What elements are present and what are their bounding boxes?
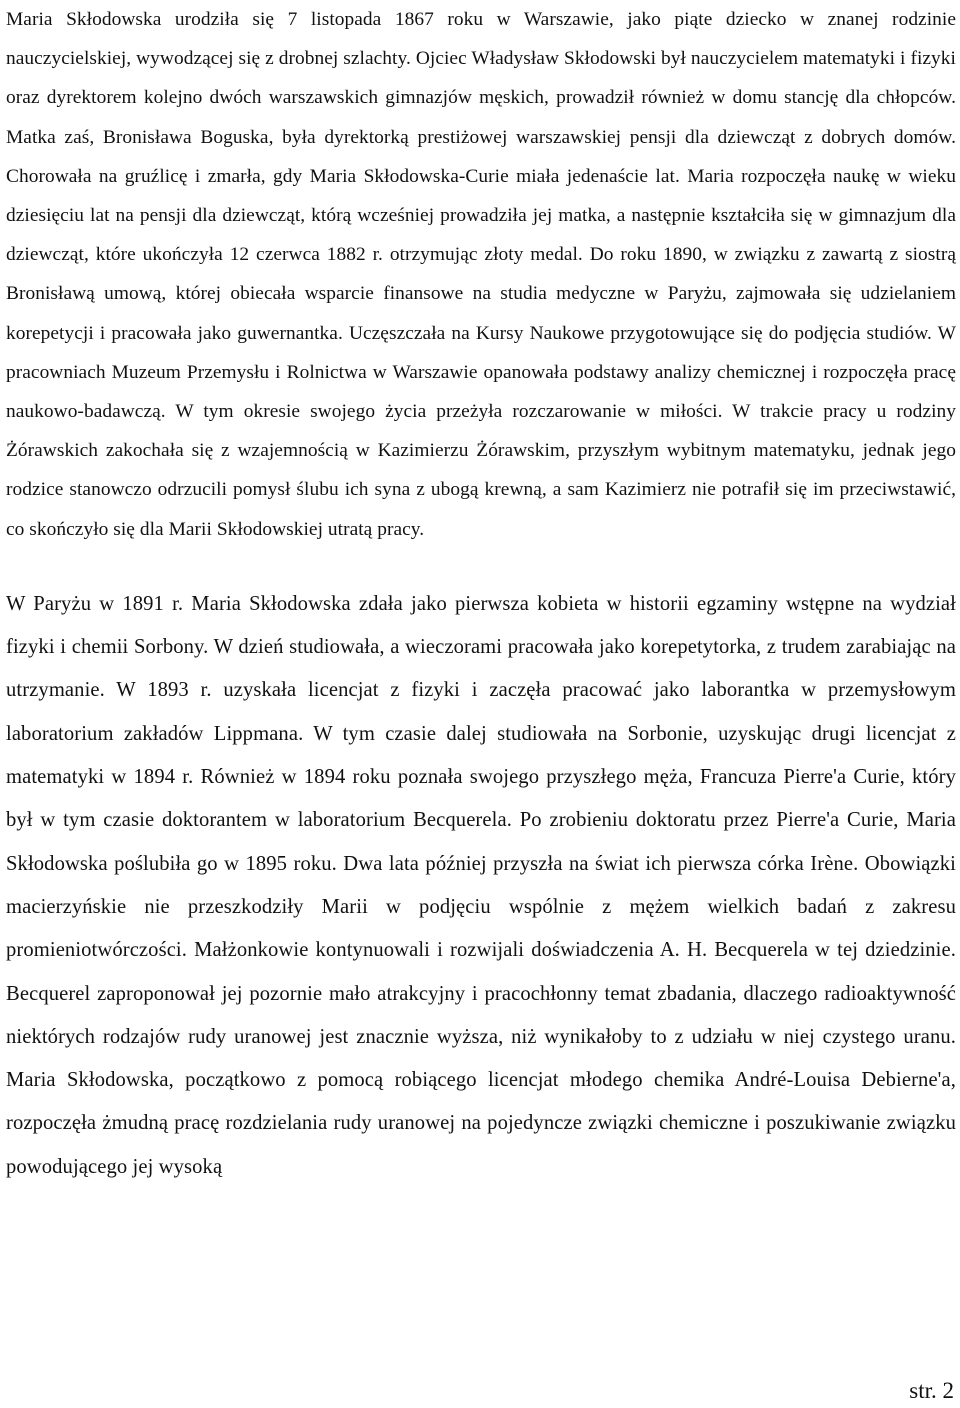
document-page — [6, 0, 956, 1189]
page-number: str. 2 — [909, 1378, 954, 1403]
paragraph-early-life: Maria Skłodowska urodziła się 7 listopada 1867 roku w Warszawie, jako piąte dziecko w znanej rodzinie nauczycielskiej, wywodzącej się z drobnej szlachty. Ojciec Władysław Skłodowski był nauczycielem matematyki i fizyki oraz dyrektorem kolejno dwóch warszawskich gimnazjów męskich, prowadził również w domu stancję dla chłopców. Matka zaś, Bronisława Boguska, była dyrektorką prestiżowej warszawskiej pensji dla dziewcząt z dobrych domów. Chorowała na gruźlicę i zmarła, gdy Maria Skłodowska-Curie miała jedenaście lat. Maria rozpoczęła naukę w wieku dziesięciu lat na pensji dla dziewcząt, którą wcześniej prowadziła jej matka, a następnie kształciła się w gimnazjum dla dziewcząt, które ukończyła 12 czerwca 1882 r. otrzymując złoty medal. Do roku 1890, w związku z zawartą z siostrą Bronisławą umową, której obiecała wsparcie finansowe na studia medyczne w Paryżu, zajmowała się udzielaniem korepetycji i pracowała jako guwernantka. Uczęszczała na Kursy Naukowe przygotowujące się do podjęcia studiów. W pracowniach Muzeum Przemysłu i Rolnictwa w Warszawie opanowała podstawy analizy chemicznej i rozpoczęła pracę naukowo-badawczą. W tym okresie swojego życia przeżyła rozczarowanie w miłości. W trakcie pracy u rodziny Żórawskich zakochała się z wzajemnością w Kazimierzu Żórawskim, przyszłym wybitnym matematyku, jednak jego rodzice stanowczo odrzucili pomysł ślubu ich syna z ubogą krewną, a sam Kazimierz nie potrafił się im przeciwstawić, co skończyło się dla Marii Skłodowskiej utratą pracy. — [6, 9, 956, 540]
paragraph-paris-studies: W Paryżu w 1891 r. Maria Skłodowska zdała jako pierwsza kobieta w historii egzaminy wstępne na wydział fizyki i chemii Sorbony. W dzień studiowała, a wieczorami pracowała jako korepetytorka, z trudem zarabiając na utrzymanie. W 1893 r. uzyskała licencjat z fizyki i zaczęła pracować jako laborantka w przemysłowym laboratorium zakładów Lippmana. W tym czasie dalej studiowała na Sorbonie, uzyskując drugi licencjat z matematyki w 1894 r. Również w 1894 roku poznała swojego przyszłego męża, Francuza Pierre'a Curie, który był w tym czasie doktorantem w laboratorium Becquerela. Po zrobieniu doktoratu przez Pierre'a Curie, Maria Skłodowska poślubiła go w 1895 roku. Dwa lata później przyszła na świat ich pierwsza córka Irène. Obowiązki macierzyńskie nie przeszkodziły Marii w podjęciu wspólnie z mężem wielkich badań z zakresu promieniotwórczości. Małżonkowie kontynuowali i rozwijali doświadczenia A. H. Becquerela w tej dziedzinie. Becquerel zaproponował jej pozornie mało atrakcyjny i pracochłonny temat zbadania, dlaczego radioaktywność niektórych rodzajów rudy uranowej jest znacznie wyższa, niż wynikałoby to z udziału w niej czystego uranu. Maria Skłodowska, początkowo z pomocą robiącego licencjat młodego chemika André-Louisa Debierne'a, rozpoczęła żmudną pracę rozdzielania rudy uranowej na pojedyncze związki chemiczne i poszukiwanie związku powodującego jej wysoką — [6, 592, 956, 1178]
